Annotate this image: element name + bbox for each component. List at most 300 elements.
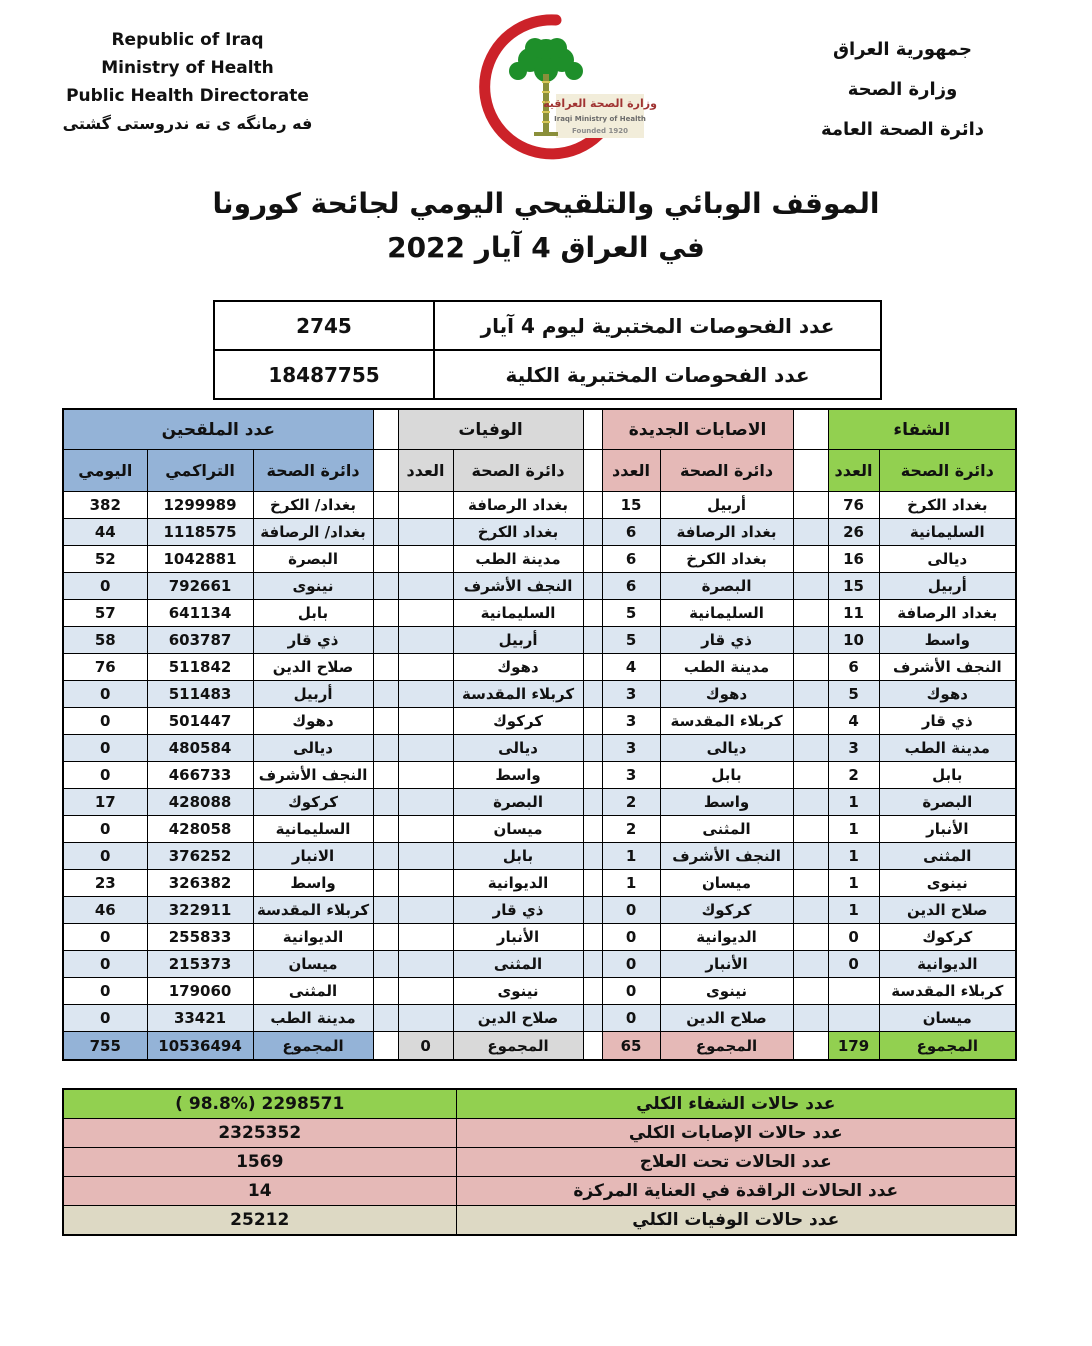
cell-recovery-count: 16 [828,546,879,573]
spacer-cell [373,789,398,816]
spacer-cell [373,708,398,735]
cell-recovery-directorate: بابل [879,762,1016,789]
cell-vaccinated-directorate: كربلاء المقدسة [253,897,373,924]
section-title-vaccinated: عدد الملقحين [63,409,373,450]
spacer-cell [373,546,398,573]
col-header-count-deaths: العدد [398,450,453,492]
cell-recovery-count [828,1005,879,1032]
cell-vaccinated-daily: 57 [63,600,147,627]
cell-vaccinated-directorate: البصرة [253,546,373,573]
cell-vaccinated-daily: 23 [63,870,147,897]
cell-deaths-directorate: بغداد الرصافة [453,492,583,519]
cell-recovery-count: 1 [828,816,879,843]
summary-label: عدد حالات الإصابات الكلي [456,1119,1016,1148]
cell-infections-count: 2 [602,789,660,816]
col-header-directorate-deaths: دائرة الصحة [453,450,583,492]
spacer-cell [373,762,398,789]
cell-vaccinated-directorate: واسط [253,870,373,897]
total-count-infections: 65 [602,1032,660,1061]
main-table-row [63,1005,1016,1032]
section-title-recovery: الشفاء [828,409,1016,450]
cell-recovery-directorate: المثنى [879,843,1016,870]
cell-vaccinated-daily: 76 [63,654,147,681]
header-kurdish-line: فه رمانگه ی ته ندروستی گشتی [62,114,313,133]
spacer-cell [793,409,828,450]
cell-deaths-count [398,897,453,924]
cell-infections-count: 6 [602,573,660,600]
summary-label: عدد الحالات تحت العلاج [456,1148,1016,1177]
report-title-line1: الموقف الوبائي والتلقيحي اليومي لجائحة كورونا [212,187,880,220]
spacer-cell [583,573,602,600]
spacer-cell [583,870,602,897]
header-republic-of-iraq: Republic of Iraq [111,30,264,50]
cell-deaths-count [398,951,453,978]
cell-vaccinated-directorate: ميسان [253,951,373,978]
cell-vaccinated-count: 215373 [147,951,253,978]
cell-deaths-directorate: صلاح الدين [453,1005,583,1032]
cell-deaths-count [398,1005,453,1032]
cell-deaths-directorate: دهوك [453,654,583,681]
cell-vaccinated-directorate: صلاح الدين [253,654,373,681]
main-table-row [63,681,1016,708]
cell-recovery-directorate: الأنبار [879,816,1016,843]
spacer-cell [583,735,602,762]
spacer-cell [373,450,398,492]
cell-deaths-count [398,816,453,843]
summary-row [63,1089,1016,1119]
cell-deaths-directorate: ذي قار [453,897,583,924]
cell-recovery-count: 2 [828,762,879,789]
cell-vaccinated-count: 179060 [147,978,253,1005]
header-ministry-of-health-ar: وزارة الصحة [847,79,958,100]
cell-deaths-count [398,492,453,519]
spacer-cell [373,924,398,951]
spacer-cell [373,409,398,450]
spacer-cell [793,573,828,600]
spacer-cell [373,735,398,762]
cell-deaths-count [398,843,453,870]
cell-vaccinated-count: 255833 [147,924,253,951]
cell-infections-count: 0 [602,951,660,978]
cell-recovery-directorate: بغداد الرصافة [879,600,1016,627]
main-table-row [63,627,1016,654]
cell-infections-count: 0 [602,924,660,951]
cell-recovery-count: 15 [828,573,879,600]
spacer-cell [583,816,602,843]
cell-infections-directorate: نينوى [660,978,793,1005]
main-table-row [63,870,1016,897]
total-count-deaths: 0 [398,1032,453,1061]
main-table-row [63,519,1016,546]
cell-recovery-count: 0 [828,924,879,951]
col-header-directorate-vaccinated: دائرة الصحة [253,450,373,492]
cell-infections-count: 6 [602,546,660,573]
spacer-cell [583,978,602,1005]
lab-tests-value: 18487755 [214,350,434,399]
cell-infections-count: 5 [602,627,660,654]
total-daily-vaccinated: 755 [63,1032,147,1061]
cell-recovery-count: 1 [828,870,879,897]
cell-deaths-count [398,789,453,816]
cell-vaccinated-daily: 0 [63,681,147,708]
spacer-cell [373,897,398,924]
summary-value: 2325352 [63,1119,456,1148]
cell-deaths-count [398,762,453,789]
cell-recovery-directorate: نينوى [879,870,1016,897]
cell-infections-directorate: بابل [660,762,793,789]
cell-deaths-count [398,600,453,627]
cell-infections-count: 2 [602,816,660,843]
cell-vaccinated-daily: 44 [63,519,147,546]
main-table-row [63,492,1016,519]
cell-infections-directorate: ميسان [660,870,793,897]
report-title [0,182,1092,270]
summary-value: 1569 [63,1148,456,1177]
cell-recovery-count: 1 [828,789,879,816]
main-table-row [63,600,1016,627]
spacer-cell [793,492,828,519]
spacer-cell [793,519,828,546]
spacer-cell [373,492,398,519]
summary-value: 25212 [63,1206,456,1236]
cell-deaths-directorate: المثنى [453,951,583,978]
spacer-cell [373,816,398,843]
cell-infections-count: 0 [602,897,660,924]
col-header-directorate-recovery: دائرة الصحة [879,450,1016,492]
col-header-count-infections: العدد [602,450,660,492]
main-table-row [63,735,1016,762]
spacer-cell [793,1032,828,1061]
cell-infections-directorate: واسط [660,789,793,816]
spacer-cell [583,897,602,924]
cell-recovery-count: 10 [828,627,879,654]
cell-infections-directorate: ذي قار [660,627,793,654]
main-header-sections [63,409,1016,450]
cell-deaths-count [398,978,453,1005]
spacer-cell [793,627,828,654]
cell-vaccinated-daily: 0 [63,1005,147,1032]
cell-infections-directorate: مدينة الطب [660,654,793,681]
cell-vaccinated-count: 792661 [147,573,253,600]
cell-infections-count: 6 [602,519,660,546]
cell-vaccinated-daily: 52 [63,546,147,573]
cell-recovery-count: 26 [828,519,879,546]
cell-vaccinated-daily: 46 [63,897,147,924]
cell-vaccinated-directorate: كركوك [253,789,373,816]
cell-vaccinated-count: 33421 [147,1005,253,1032]
spacer-cell [793,654,828,681]
lab-tests-value: 2745 [214,301,434,350]
summary-row [63,1206,1016,1236]
cell-vaccinated-count: 326382 [147,870,253,897]
summary-value: 14 [63,1177,456,1206]
spacer-cell [583,1005,602,1032]
summary-row [63,1148,1016,1177]
col-header-daily: اليومي [63,450,147,492]
cell-recovery-directorate: الديوانية [879,951,1016,978]
main-table-row [63,546,1016,573]
cell-recovery-count: 6 [828,654,879,681]
cell-vaccinated-daily: 0 [63,843,147,870]
spacer-cell [793,762,828,789]
cell-vaccinated-count: 511483 [147,681,253,708]
cell-infections-directorate: بغداد الكرخ [660,546,793,573]
cell-infections-count: 0 [602,1005,660,1032]
summary-row [63,1177,1016,1206]
cell-recovery-directorate: مدينة الطب [879,735,1016,762]
main-table-row [63,573,1016,600]
cell-recovery-count: 1 [828,843,879,870]
main-table-row [63,816,1016,843]
section-title-deaths: الوفيات [398,409,583,450]
main-header-columns [63,450,1016,492]
lab-tests-table [213,300,882,400]
cell-vaccinated-directorate: المثنى [253,978,373,1005]
cell-deaths-directorate: النجف الأشرف [453,573,583,600]
cell-recovery-directorate: ذي قار [879,708,1016,735]
cell-recovery-directorate: واسط [879,627,1016,654]
logo-founded-text: Founded 1920 [572,127,628,135]
cell-infections-directorate: السليمانية [660,600,793,627]
cell-recovery-directorate: دهوك [879,681,1016,708]
spacer-cell [583,843,602,870]
cell-vaccinated-directorate: السليمانية [253,816,373,843]
total-label-deaths: المجموع [453,1032,583,1061]
cell-vaccinated-daily: 382 [63,492,147,519]
spacer-cell [373,978,398,1005]
spacer-cell [793,450,828,492]
cell-vaccinated-directorate: بغداد/ الرصافة [253,519,373,546]
spacer-cell [793,843,828,870]
cell-infections-directorate: دهوك [660,681,793,708]
cell-infections-count: 3 [602,762,660,789]
cell-deaths-count [398,924,453,951]
cell-recovery-count [828,978,879,1005]
cell-vaccinated-count: 511842 [147,654,253,681]
lab-tests-body [214,301,881,399]
cell-deaths-directorate: كربلاء المقدسة [453,681,583,708]
cell-vaccinated-directorate: مدينة الطب [253,1005,373,1032]
spacer-cell [793,1005,828,1032]
cell-vaccinated-count: 428058 [147,816,253,843]
col-header-cumulative: التراكمي [147,450,253,492]
cell-vaccinated-count: 603787 [147,627,253,654]
main-table-body [63,409,1016,1060]
cell-vaccinated-directorate: ذي قار [253,627,373,654]
cell-recovery-count: 0 [828,951,879,978]
cell-infections-count: 4 [602,654,660,681]
spacer-cell [583,924,602,951]
cell-deaths-directorate: السليمانية [453,600,583,627]
spacer-cell [793,897,828,924]
main-table-row [63,924,1016,951]
spacer-cell [793,816,828,843]
cell-deaths-directorate: مدينة الطب [453,546,583,573]
cell-vaccinated-directorate: بابل [253,600,373,627]
lab-tests-label: عدد الفحوصات المختبرية ليوم 4 آيار [434,301,881,350]
cell-recovery-directorate: أربيل [879,573,1016,600]
cell-deaths-count [398,546,453,573]
cell-infections-count: 15 [602,492,660,519]
cell-recovery-count: 1 [828,897,879,924]
spacer-cell [373,951,398,978]
cell-infections-count: 3 [602,681,660,708]
main-table-total-row [63,1032,1016,1061]
cell-vaccinated-count: 501447 [147,708,253,735]
cell-deaths-count [398,735,453,762]
spacer-cell [583,600,602,627]
cell-vaccinated-directorate: ديالى [253,735,373,762]
cell-deaths-count [398,627,453,654]
spacer-cell [373,1005,398,1032]
spacer-cell [373,870,398,897]
main-table-row [63,708,1016,735]
cell-deaths-directorate: الأنبار [453,924,583,951]
summary-table [62,1088,1017,1236]
cell-vaccinated-count: 1042881 [147,546,253,573]
total-label-recovery: المجموع [879,1032,1016,1061]
spacer-cell [373,519,398,546]
cell-infections-directorate: أربيل [660,492,793,519]
summary-label: عدد حالات الوفيات الكلي [456,1206,1016,1236]
spacer-cell [793,978,828,1005]
cell-vaccinated-count: 641134 [147,600,253,627]
spacer-cell [583,654,602,681]
cell-vaccinated-daily: 17 [63,789,147,816]
cell-deaths-directorate: واسط [453,762,583,789]
summary-body [63,1089,1016,1235]
cell-deaths-directorate: بابل [453,843,583,870]
header-arabic-block [795,30,1010,150]
spacer-cell [373,627,398,654]
header-english-block [55,26,320,138]
cell-vaccinated-count: 466733 [147,762,253,789]
spacer-cell [583,450,602,492]
cell-infections-count: 1 [602,843,660,870]
cell-infections-count: 3 [602,708,660,735]
cell-recovery-count: 5 [828,681,879,708]
lab-tests-label: عدد الفحوصات المختبرية الكلية [434,350,881,399]
cell-deaths-count [398,681,453,708]
cell-vaccinated-count: 428088 [147,789,253,816]
cell-deaths-directorate: ديالى [453,735,583,762]
cell-deaths-directorate: نينوى [453,978,583,1005]
cell-infections-count: 5 [602,600,660,627]
main-table-row [63,654,1016,681]
cell-deaths-count [398,573,453,600]
summary-row [63,1119,1016,1148]
cell-vaccinated-daily: 0 [63,924,147,951]
cell-recovery-directorate: كربلاء المقدسة [879,978,1016,1005]
spacer-cell [793,870,828,897]
cell-infections-count: 1 [602,870,660,897]
total-label-vaccinated: المجموع [253,1032,373,1061]
cell-recovery-directorate: السليمانية [879,519,1016,546]
spacer-cell [583,1032,602,1061]
cell-recovery-directorate: النجف الأشرف [879,654,1016,681]
main-table-row [63,762,1016,789]
cell-recovery-count: 76 [828,492,879,519]
cell-infections-directorate: البصرة [660,573,793,600]
report-title-line2: في العراق 4 آيار 2022 [387,231,705,264]
cell-deaths-directorate: الديوانية [453,870,583,897]
cell-deaths-directorate: ميسان [453,816,583,843]
spacer-cell [793,924,828,951]
summary-label: عدد الحالات الراقدة في العناية المركزة [456,1177,1016,1206]
cell-deaths-directorate: بغداد الكرخ [453,519,583,546]
cell-infections-directorate: الأنبار [660,951,793,978]
summary-value: ( 98.8%) 2298571 [63,1089,456,1119]
cell-vaccinated-directorate: النجف الأشرف [253,762,373,789]
cell-vaccinated-daily: 0 [63,816,147,843]
cell-deaths-directorate: كركوك [453,708,583,735]
logo-arabic-name: وزارة الصحة العراقية [543,97,657,110]
cell-infections-directorate: الديوانية [660,924,793,951]
header-ministry-of-health-en: Ministry of Health [101,58,274,78]
cell-vaccinated-daily: 0 [63,708,147,735]
cell-recovery-count: 11 [828,600,879,627]
cell-infections-count: 0 [602,978,660,1005]
spacer-cell [583,492,602,519]
cell-vaccinated-count: 322911 [147,897,253,924]
spacer-cell [373,573,398,600]
cell-recovery-directorate: بغداد الكرخ [879,492,1016,519]
logo-english-name: Iraqi Ministry of Health [554,115,646,123]
cell-deaths-count [398,519,453,546]
spacer-cell [583,627,602,654]
cell-vaccinated-count: 1118575 [147,519,253,546]
spacer-cell [583,951,602,978]
cell-infections-directorate: كربلاء المقدسة [660,708,793,735]
cell-recovery-directorate: البصرة [879,789,1016,816]
col-header-count-recovery: العدد [828,450,879,492]
cell-vaccinated-daily: 0 [63,978,147,1005]
cell-vaccinated-count: 480584 [147,735,253,762]
cell-vaccinated-directorate: الانبار [253,843,373,870]
spacer-cell [583,762,602,789]
lab-tests-row [214,350,881,399]
cell-infections-directorate: النجف الأشرف [660,843,793,870]
cell-vaccinated-daily: 0 [63,762,147,789]
spacer-cell [583,708,602,735]
spacer-cell [793,708,828,735]
spacer-cell [583,546,602,573]
lab-tests-row [214,301,881,350]
cell-recovery-directorate: ميسان [879,1005,1016,1032]
cell-vaccinated-directorate: دهوك [253,708,373,735]
cell-infections-directorate: بغداد الرصافة [660,519,793,546]
spacer-cell [793,951,828,978]
main-table-row [63,978,1016,1005]
spacer-cell [793,735,828,762]
cell-vaccinated-daily: 0 [63,735,147,762]
cell-infections-directorate: صلاح الدين [660,1005,793,1032]
summary-label: عدد حالات الشفاء الكلي [456,1089,1016,1119]
section-title-infections: الاصابات الجديدة [602,409,793,450]
main-table-row [63,789,1016,816]
spacer-cell [373,1032,398,1061]
total-count-recovery: 179 [828,1032,879,1061]
cell-recovery-count: 3 [828,735,879,762]
cell-vaccinated-daily: 58 [63,627,147,654]
spacer-cell [793,600,828,627]
spacer-cell [793,789,828,816]
cell-vaccinated-count: 376252 [147,843,253,870]
main-table-row [63,897,1016,924]
cell-deaths-count [398,708,453,735]
epidemiology-table [62,408,1017,1061]
spacer-cell [583,681,602,708]
